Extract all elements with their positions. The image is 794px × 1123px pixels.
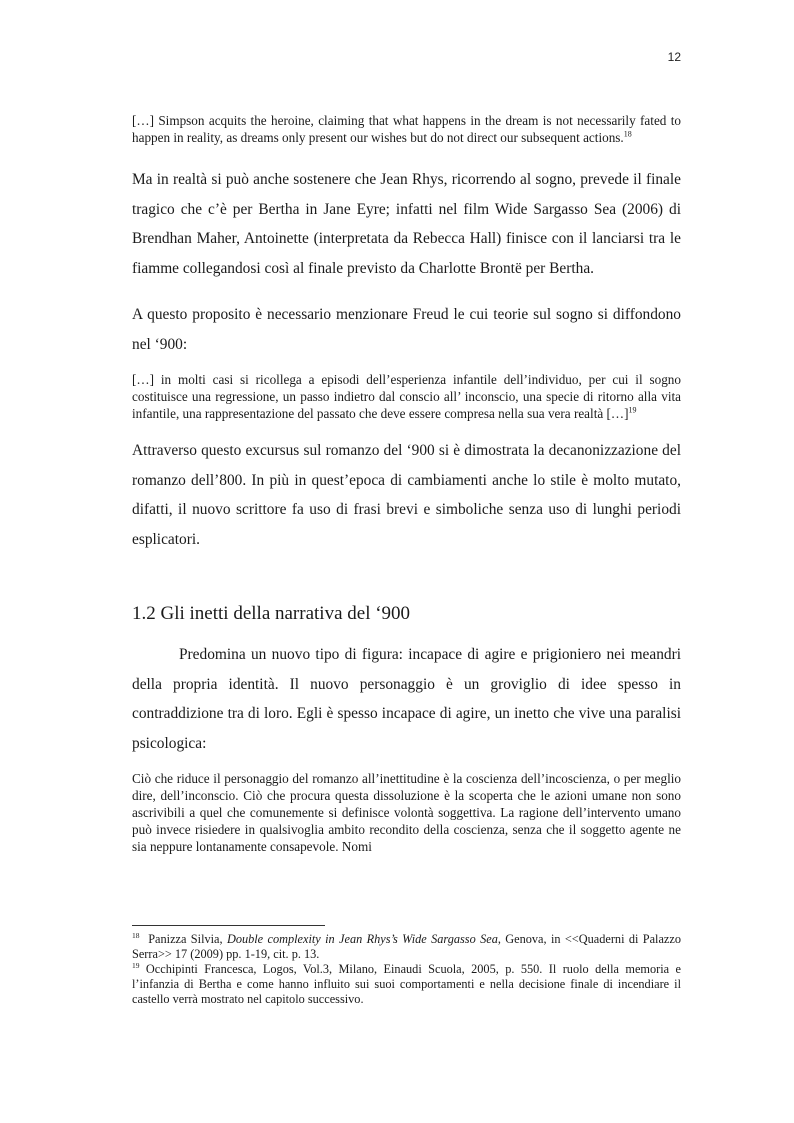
footnote-number: 19 [132,960,140,970]
block-quote-simpson [132,112,681,146]
footnotes [132,932,681,1007]
page-number: 12 [667,50,681,64]
footnote-18 [132,932,681,962]
footnote-ref-19: 19 [628,405,637,415]
section-heading: 1.2 Gli inetti della narrativa del ‘900 [132,603,411,624]
quote-text: […] in molti casi si ricollega a episodi dell’esperienza infantile dell’individuo, per cui il sogno costituisce una regressione, un passo indietro dal conscio all’ inconscio, una specie di ritorno alla vita infantile, una rappresentazione del passato che deve essere compresa nella sua vera realtà […] [132,372,681,421]
page-body [132,112,681,855]
footnote-title: Double complexity in Jean Rhys’s Wide Sargasso Sea [226,932,498,946]
footnote-text: Occhipinti Francesca, Logos, Vol.3, Milano, Einaudi Scuola, 2005, p. 550. Il ruolo della memoria e l’infanzia di Bertha e come hanno influito sui suoi comportamenti e nella decisione finale di incendiare il castello verrà mostrato nel capitolo successivo. [132,962,681,1006]
paragraph-freud: A questo proposito è necessario menzionare Freud le cui teorie sul sogno si diffondono nel ‘900: [132,306,681,353]
footnote-divider [132,925,325,926]
footnote-number: 18 [132,930,140,940]
block-quote-freud [132,371,681,422]
footnote-text: Panizza Silvia, [148,932,227,946]
paragraph-inetti: Predomina un nuovo tipo di figura: incapace di agire e prigioniero nei meandri della propria identità. Il nuovo personaggio è un groviglio di idee spesso in contraddizione tra di loro. Egli è spesso incapace di agire, un inetto che vive una paralisi psicologica: [132,646,681,752]
footnote-ref-18: 18 [623,129,632,139]
quote-text: […] Simpson acquits the heroine, claiming that what happens in the dream is not necessarily fated to happen in reality, as dreams only present our wishes but do not direct our subsequent actions. [132,113,681,145]
footnote-text: , Genova, in <<Quaderni di Palazzo Serra>> 17 (2009) pp. 1-19, cit. p. 13. [132,932,681,961]
paragraph-excursus: Attraverso questo excursus sul romanzo del ‘900 si è dimostrata la decanonizzazione del romanzo dell’800. In più in quest’epoca di cambiamenti anche lo stile è molto mutato, difatti, il nuovo scrittore fa uso di frasi brevi e simboliche senza uso di lunghi periodi esplicatori. [132,442,681,548]
paragraph-rhys-dream: Ma in realtà si può anche sostenere che Jean Rhys, ricorrendo al sogno, prevede il finale tragico che c’è per Bertha in Jane Eyre; infatti nel film Wide Sargasso Sea (2006) di Brendhan Maher, Antoinette (interpretata da Rebecca Hall) finisce con il lanciarsi tra le fiamme collegandosi così al finale previsto da Charlotte Brontë per Bertha. [132,171,681,277]
block-quote-inettitudine: Ciò che riduce il personaggio del romanzo all’inettitudine è la coscienza dell’incoscienza, o per meglio dire, dell’inconscio. Ciò che procura questa dissoluzione è la scoperta che le azioni umane non sono ascrivibili a quel che comunemente si definisce volontà soggettiva. La ragione dell’intervento umano può invece risiedere in qualsivoglia ambito recondito della coscienza, senza che il soggetto agente ne sia neppure lontanamente consapevole. Nomi [132,771,681,854]
footnote-19 [132,962,681,1007]
